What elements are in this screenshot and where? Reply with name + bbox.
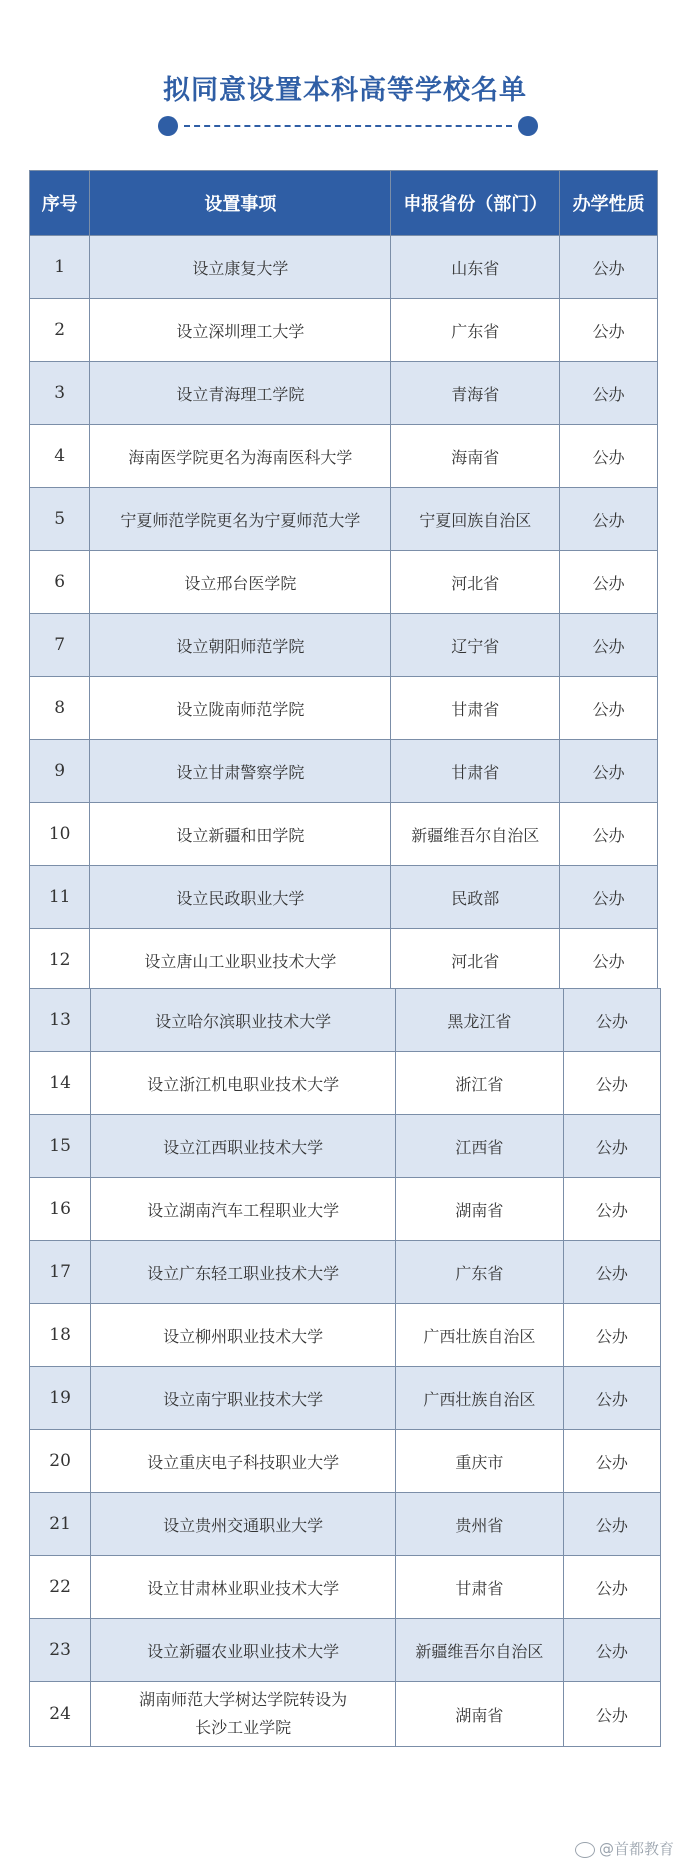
cell-number: 2 — [30, 299, 90, 362]
table-row — [30, 425, 658, 488]
cell-number: 19 — [30, 1367, 91, 1430]
cell-number: 1 — [30, 236, 90, 299]
table-row — [30, 1304, 661, 1367]
cell-number: 5 — [30, 488, 90, 551]
cell-number: 18 — [30, 1304, 91, 1367]
cell-province: 浙江省 — [396, 1052, 564, 1115]
cell-nature: 公办 — [563, 1619, 660, 1682]
cell-province: 贵州省 — [396, 1493, 564, 1556]
header-province: 申报省份（部门） — [391, 171, 560, 236]
cell-nature: 公办 — [563, 1052, 660, 1115]
cell-nature: 公办 — [560, 929, 658, 992]
cell-province: 甘肃省 — [391, 677, 560, 740]
title-decoration — [158, 116, 538, 136]
cell-province: 新疆维吾尔自治区 — [391, 803, 560, 866]
cell-item: 设立朝阳师范学院 — [90, 614, 391, 677]
cell-item: 设立新疆和田学院 — [90, 803, 391, 866]
cell-nature: 公办 — [560, 866, 658, 929]
cell-nature: 公办 — [563, 1178, 660, 1241]
cell-nature: 公办 — [560, 425, 658, 488]
cell-nature: 公办 — [563, 1430, 660, 1493]
cell-number: 3 — [30, 362, 90, 425]
table-row — [30, 866, 658, 929]
watermark — [575, 1838, 674, 1859]
cell-number: 22 — [30, 1556, 91, 1619]
table-row — [30, 362, 658, 425]
cell-nature: 公办 — [560, 614, 658, 677]
table-row — [30, 1241, 661, 1304]
cell-item: 设立新疆农业职业技术大学 — [91, 1619, 396, 1682]
table-row — [30, 1178, 661, 1241]
table-row — [30, 236, 658, 299]
cell-number: 6 — [30, 551, 90, 614]
cell-number: 17 — [30, 1241, 91, 1304]
cell-item: 设立民政职业大学 — [90, 866, 391, 929]
cell-province: 山东省 — [391, 236, 560, 299]
cell-number: 15 — [30, 1115, 91, 1178]
cell-province: 青海省 — [391, 362, 560, 425]
cell-nature: 公办 — [563, 1493, 660, 1556]
cell-province: 辽宁省 — [391, 614, 560, 677]
cell-item: 宁夏师范学院更名为宁夏师范大学 — [90, 488, 391, 551]
table-row — [30, 488, 658, 551]
cell-number: 20 — [30, 1430, 91, 1493]
cell-nature: 公办 — [563, 1115, 660, 1178]
school-table-part-1 — [29, 170, 658, 991]
cell-nature: 公办 — [560, 236, 658, 299]
cell-item: 设立陇南师范学院 — [90, 677, 391, 740]
cell-item: 设立康复大学 — [90, 236, 391, 299]
cell-item-line-1: 湖南师范大学树达学院转设为 — [139, 1690, 348, 1709]
cell-item: 设立甘肃警察学院 — [90, 740, 391, 803]
cell-item: 设立青海理工学院 — [90, 362, 391, 425]
cell-item: 设立重庆电子科技职业大学 — [91, 1430, 396, 1493]
cell-nature: 公办 — [563, 1304, 660, 1367]
cell-province: 广东省 — [396, 1241, 564, 1304]
table-row — [30, 989, 661, 1052]
cell-item: 设立甘肃林业职业技术大学 — [91, 1556, 396, 1619]
cell-item: 海南医学院更名为海南医科大学 — [90, 425, 391, 488]
cell-number: 7 — [30, 614, 90, 677]
table-row — [30, 551, 658, 614]
cell-province: 重庆市 — [396, 1430, 564, 1493]
table-row — [30, 1682, 661, 1747]
cell-number: 16 — [30, 1178, 91, 1241]
header-nature: 办学性质 — [560, 171, 658, 236]
table-row — [30, 1367, 661, 1430]
cell-nature: 公办 — [560, 488, 658, 551]
table-row — [30, 677, 658, 740]
table-row — [30, 614, 658, 677]
cell-nature: 公办 — [563, 1241, 660, 1304]
cell-nature: 公办 — [563, 1682, 660, 1747]
cell-item: 设立江西职业技术大学 — [91, 1115, 396, 1178]
cell-number: 9 — [30, 740, 90, 803]
cell-item: 设立柳州职业技术大学 — [91, 1304, 396, 1367]
cell-number: 14 — [30, 1052, 91, 1115]
cell-item — [91, 1682, 396, 1747]
table-row — [30, 1115, 661, 1178]
cell-province: 宁夏回族自治区 — [391, 488, 560, 551]
cell-nature: 公办 — [563, 989, 660, 1052]
cell-number: 4 — [30, 425, 90, 488]
cell-province: 广东省 — [391, 299, 560, 362]
cell-nature: 公办 — [563, 1556, 660, 1619]
cell-province: 湖南省 — [396, 1682, 564, 1747]
watermark-text: @首都教育 — [598, 1840, 674, 1858]
page-title: 拟同意设置本科高等学校名单 — [163, 75, 527, 106]
table-row — [30, 803, 658, 866]
cell-number: 12 — [30, 929, 90, 992]
cell-nature: 公办 — [560, 551, 658, 614]
cell-number: 13 — [30, 989, 91, 1052]
cell-number: 11 — [30, 866, 90, 929]
header-item: 设置事项 — [90, 171, 391, 236]
cell-number: 23 — [30, 1619, 91, 1682]
cell-province: 河北省 — [391, 551, 560, 614]
cell-province: 新疆维吾尔自治区 — [396, 1619, 564, 1682]
cell-province: 民政部 — [391, 866, 560, 929]
cell-nature: 公办 — [560, 803, 658, 866]
table-row — [30, 1556, 661, 1619]
cell-province: 海南省 — [391, 425, 560, 488]
cell-nature: 公办 — [560, 299, 658, 362]
weibo-icon — [575, 1842, 595, 1858]
table-row — [30, 1052, 661, 1115]
cell-province: 甘肃省 — [391, 740, 560, 803]
decoration-dot — [158, 116, 178, 136]
table-header-row — [30, 171, 658, 236]
cell-item: 设立广东轻工职业技术大学 — [91, 1241, 396, 1304]
cell-nature: 公办 — [563, 1367, 660, 1430]
school-table-part-2 — [29, 988, 661, 1747]
cell-nature: 公办 — [560, 677, 658, 740]
table-row — [30, 299, 658, 362]
cell-province: 江西省 — [396, 1115, 564, 1178]
cell-province: 湖南省 — [396, 1178, 564, 1241]
cell-item: 设立哈尔滨职业技术大学 — [91, 989, 396, 1052]
cell-province: 广西壮族自治区 — [396, 1367, 564, 1430]
table-row — [30, 1493, 661, 1556]
cell-item: 设立深圳理工大学 — [90, 299, 391, 362]
cell-province: 甘肃省 — [396, 1556, 564, 1619]
cell-province: 黑龙江省 — [396, 989, 564, 1052]
header-number: 序号 — [30, 171, 90, 236]
cell-item-line-2: 长沙工业学院 — [195, 1718, 292, 1737]
cell-item: 设立浙江机电职业技术大学 — [91, 1052, 396, 1115]
table-row — [30, 1430, 661, 1493]
table-row — [30, 740, 658, 803]
table-row — [30, 1619, 661, 1682]
cell-item: 设立湖南汽车工程职业大学 — [91, 1178, 396, 1241]
cell-number: 21 — [30, 1493, 91, 1556]
cell-item: 设立贵州交通职业大学 — [91, 1493, 396, 1556]
cell-province: 广西壮族自治区 — [396, 1304, 564, 1367]
cell-item: 设立唐山工业职业技术大学 — [90, 929, 391, 992]
cell-item: 设立邢台医学院 — [90, 551, 391, 614]
table-row — [30, 929, 658, 992]
cell-province: 河北省 — [391, 929, 560, 992]
decoration-dot — [518, 116, 538, 136]
cell-nature: 公办 — [560, 740, 658, 803]
cell-number: 24 — [30, 1682, 91, 1747]
decoration-dashed-line — [184, 125, 512, 127]
cell-number: 10 — [30, 803, 90, 866]
cell-nature: 公办 — [560, 362, 658, 425]
cell-item: 设立南宁职业技术大学 — [91, 1367, 396, 1430]
cell-number: 8 — [30, 677, 90, 740]
